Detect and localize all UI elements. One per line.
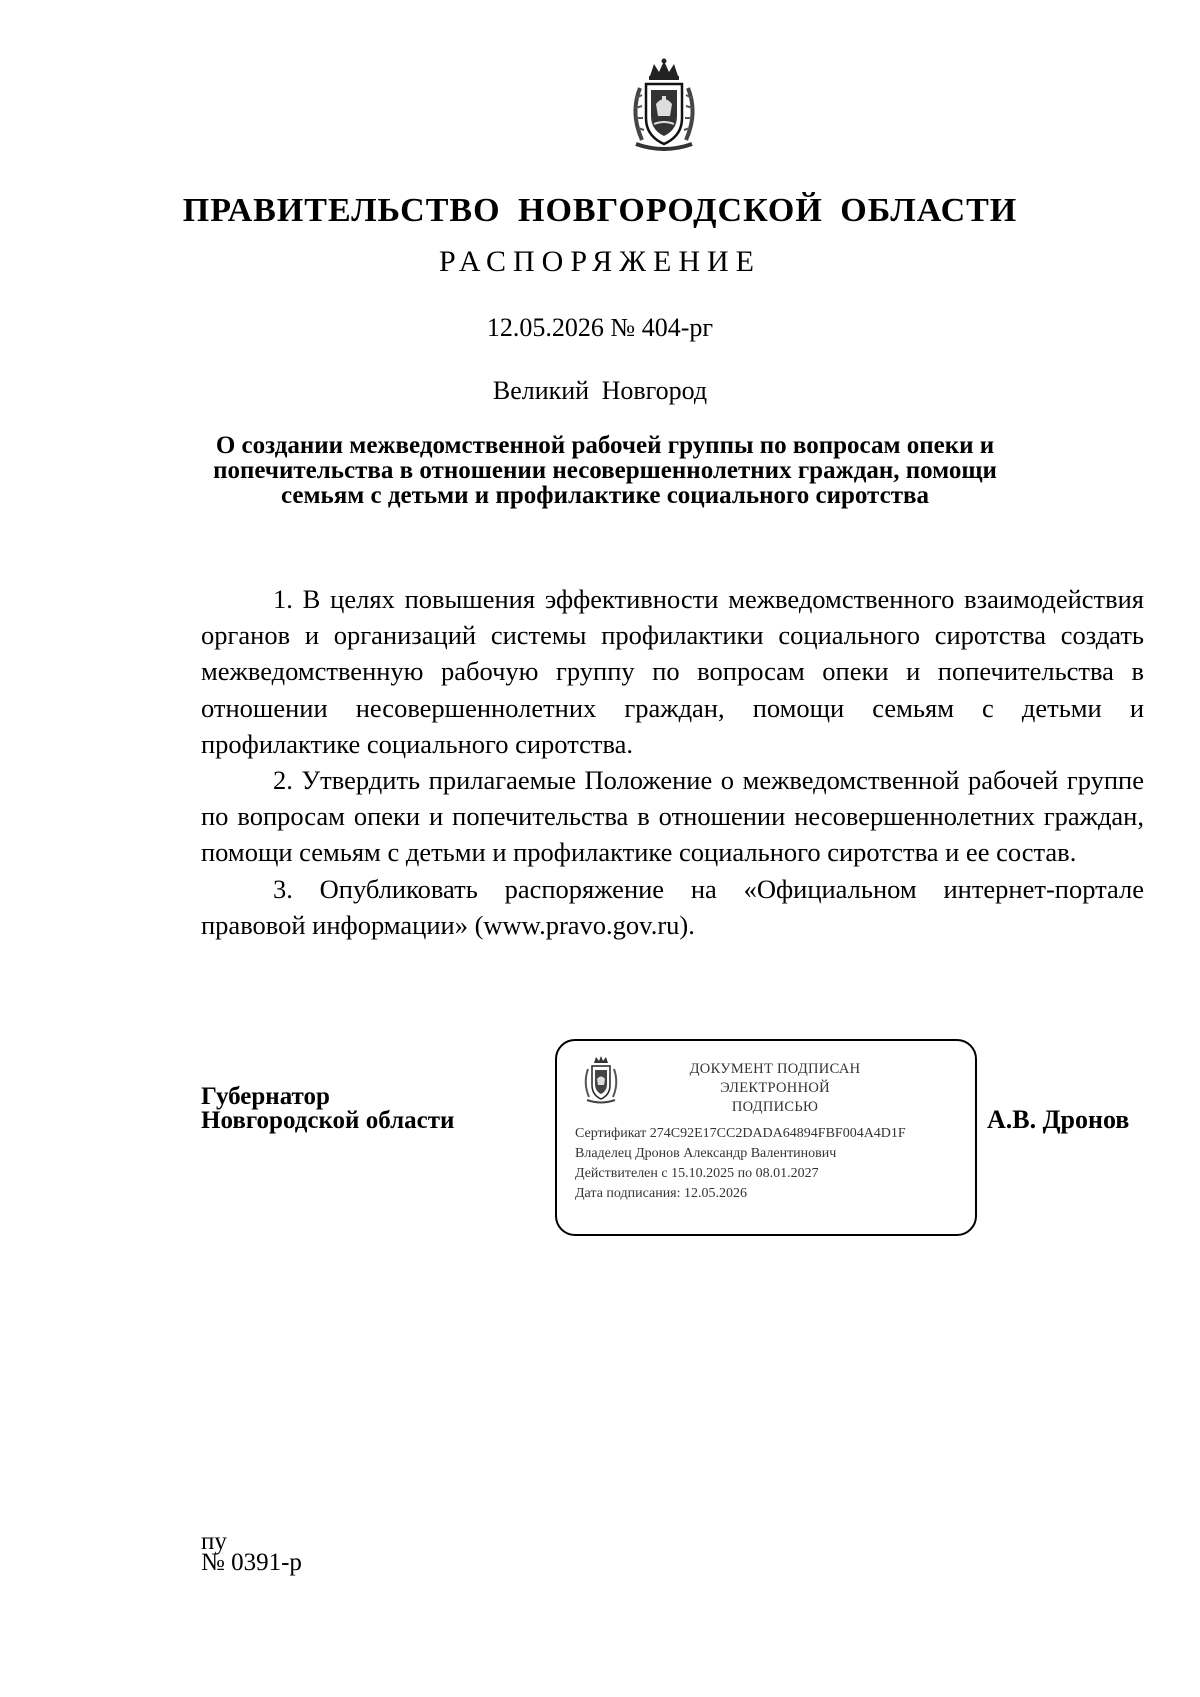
document-date-number: 12.05.2026 № 404-рг — [486, 313, 714, 342]
document-type: РАСПОРЯЖЕНИЕ — [438, 245, 762, 278]
stamp-owner: Владелец Дронов Александр Валентинович — [575, 1146, 837, 1161]
stamp-signing-date: Дата подписания: 12.05.2026 — [575, 1186, 748, 1201]
registration-code: № 0391-р — [201, 1549, 302, 1576]
stamp-title-line2: ЭЛЕКТРОННОЙ ПОДПИСЬЮ — [720, 1080, 830, 1115]
coat-of-arms-emblem — [626, 58, 702, 154]
document-subject: О создании межведомственной рабочей группы по вопросам опеки и попечительства в отношении несовершеннолетних граждан, помощи семьям с детьми и профилактике социального сиротства — [213, 432, 997, 509]
paragraph-1: 1. В целях повышения эффективности межведомственного взаимодействия органов и организаций системы профилактики социального сиротства создать межведомственную рабочую группу по вопросам опеки и попечительства в отношении несовершеннолетних граждан, помощи семьям с детьми и профилактике социального сиротства. — [201, 584, 1144, 759]
stamp-details — [575, 1124, 906, 1204]
signer-position-line2: Новгородской области — [201, 1107, 455, 1134]
executor-code — [201, 1528, 302, 1576]
document-body — [201, 581, 1144, 943]
signer-position-line1: Губернатор — [201, 1083, 330, 1110]
stamp-validity: Действителен с 15.10.2025 по 08.01.2027 — [575, 1166, 819, 1181]
signer-position — [201, 1085, 454, 1133]
paragraph-3: 3. Опубликовать распоряжение на «Официальном интернет-портале правовой информации» (www.pravo.gov.ru). — [201, 873, 1144, 940]
document-city: Великий Новгород — [492, 376, 708, 405]
stamp-title-line1: ДОКУМЕНТ ПОДПИСАН — [689, 1061, 861, 1077]
stamp-title — [675, 1060, 875, 1117]
paragraph-2: 2. Утвердить прилагаемые Положение о межведомственной рабочей группе по вопросам опеки и попечительства в отношении несовершеннолетних граждан, помощи семьям с детьми и профилактике социального сиротства и ее состав. — [201, 765, 1144, 868]
electronic-signature-stamp — [555, 1039, 977, 1236]
signer-name: А.В. Дронов — [987, 1105, 1130, 1134]
organization-title: ПРАВИТЕЛЬСТВО НОВГОРОДСКОЙ ОБЛАСТИ — [182, 192, 1018, 229]
executor-initials: пу — [201, 1528, 227, 1555]
stamp-certificate: Сертификат 274C92E17CC2DADA64894FBF004A4D1F — [575, 1126, 906, 1141]
stamp-emblem-icon — [581, 1055, 621, 1105]
